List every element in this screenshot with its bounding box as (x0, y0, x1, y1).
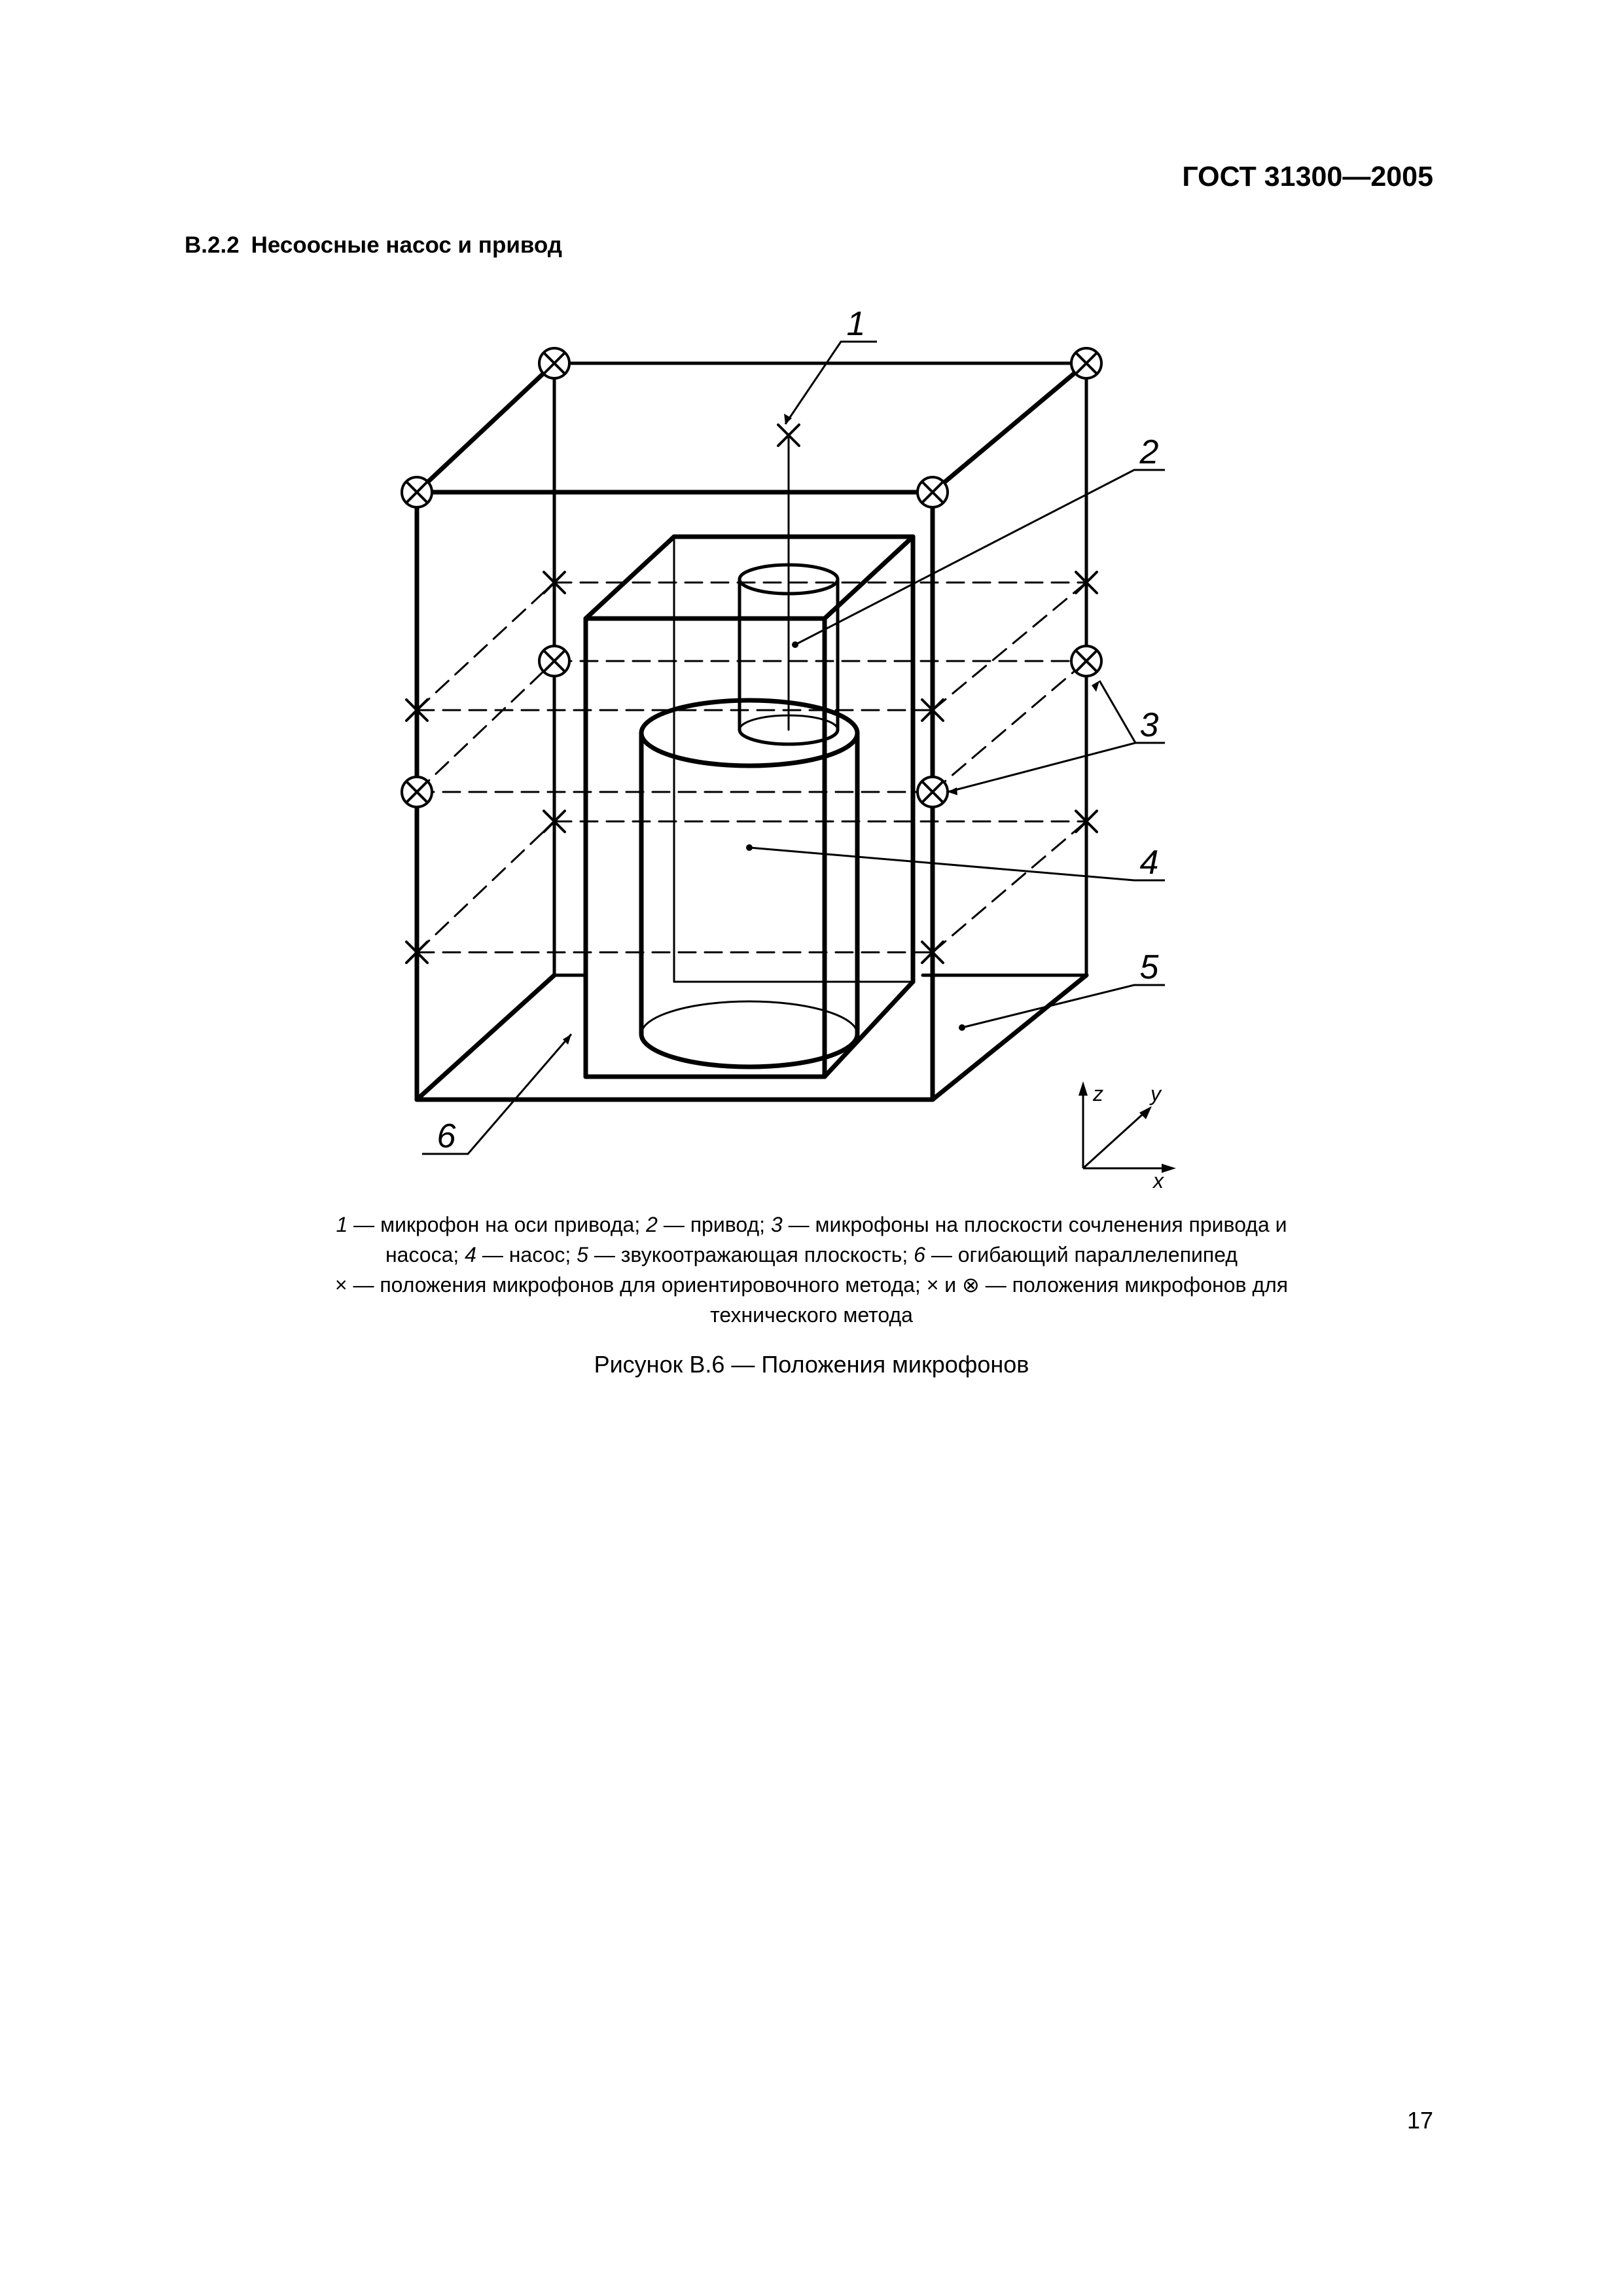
document-number: ГОСТ 31300—2005 (1182, 161, 1433, 192)
microphone-circled-cross (1071, 348, 1101, 378)
x-axis-label: x (1153, 1169, 1164, 1193)
callout-2: 2 (1139, 433, 1159, 471)
microphone-circled-cross (918, 777, 948, 807)
pump-box (586, 537, 913, 1077)
x-axis-arrow (1162, 1164, 1176, 1173)
envelope-back-edges (554, 363, 1086, 975)
y-axis-label: y (1150, 1082, 1161, 1105)
microphone-circled-cross (1071, 646, 1101, 676)
leader-4 (749, 848, 1165, 880)
legend-line-1: 1 — микрофон на оси привода; 2 — привод; 3 — микрофоны на плоскости сочленения привода и (336, 1213, 1287, 1236)
section-number: В.2.2 (185, 232, 240, 258)
callout-1: 1 (846, 305, 866, 343)
envelope-front-edges (417, 363, 1086, 1100)
legend-line-3: × — положения микрофонов для ориентировочного метода; × и ⊗ — положения микрофонов для (334, 1273, 1289, 1297)
page-number: 17 (1406, 2107, 1433, 2134)
microphone-circled-cross (918, 477, 948, 507)
callout-5: 5 (1139, 948, 1159, 986)
legend-line-4: технического метода (710, 1303, 913, 1327)
leader-1 (785, 342, 877, 424)
z-axis-arrow (1079, 1081, 1088, 1096)
microphone-crosses (406, 425, 1097, 963)
y-axis-arrow (1139, 1106, 1152, 1119)
microphone-circled-cross (402, 777, 432, 807)
legend-line-2: насоса; 4 — насос; 5 — звукоотражающая плоскость; 6 — огибающий параллелепипед (385, 1243, 1238, 1266)
coordinate-axes (1079, 1081, 1176, 1193)
callout-4: 4 (1139, 844, 1159, 882)
figure-legend (249, 1210, 1374, 1330)
figure-caption: Рисунок В.6 — Положения микрофонов (594, 1351, 1029, 1378)
leader-lines (422, 342, 1165, 1154)
microphone-circled-cross (402, 477, 432, 507)
callout-3: 3 (1139, 706, 1159, 744)
section-title: Несоосные насос и привод (251, 232, 563, 258)
z-axis-label: z (1093, 1082, 1103, 1105)
leader-2 (795, 470, 1165, 645)
microphone-circled-cross (539, 348, 569, 378)
microphone-circled-cross (539, 646, 569, 676)
callout-6: 6 (437, 1117, 456, 1155)
